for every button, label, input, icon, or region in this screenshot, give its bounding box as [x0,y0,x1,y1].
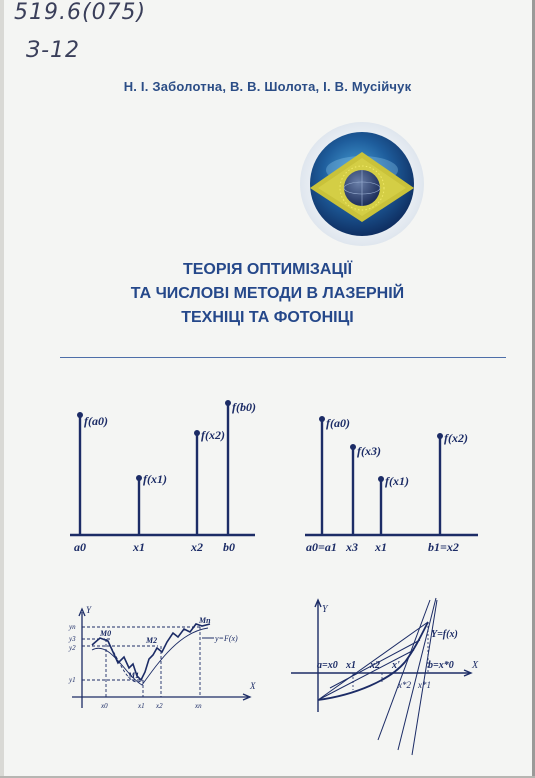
fig4-tick-xprime: x' [392,660,400,671]
fig2-axis-x1: x1 [375,540,387,554]
fig2-label-fa0: f(a0) [326,416,350,430]
fig3-y-tick-y2: y2 [69,644,76,652]
fig3-x-tick-xn: xn [195,702,202,710]
fig2-axis-b1x2: b1=x2 [428,540,459,554]
fig2-axis-a0a1: a0=a1 [306,540,337,554]
fig2-axis-x3: x3 [346,540,358,554]
fig4-y-axis-label: Y [322,604,328,615]
fig2-label-fx1: f(x1) [385,474,409,488]
fig2-label-fx2: f(x2) [444,431,468,445]
fig4-tick-x1: x1 [346,660,356,671]
fig3-point-m2: M2 [146,636,158,645]
fig3-curve-label: y=F(x) [215,634,238,643]
fig3-point-m0: M0 [100,629,112,638]
fig1-axis-x1: x1 [133,540,145,554]
fig3-y-tick-yn: yn [69,623,76,631]
fig1-label-fx2: f(x2) [201,428,225,442]
library-call-number: 519.6(075) [14,0,147,25]
fig4-label-a: a=x0 [317,660,338,671]
title-line: ТЕОРІЯ ОПТИМІЗАЦІЇ [182,261,353,278]
fig1-label-fx1: f(x1) [143,472,167,486]
fig1-axis-b0: b0 [223,540,235,554]
fig4-tick-x2: x2 [370,660,380,671]
fig3-y-axis-label: Y [86,605,92,615]
title-line: ТЕХНІЦІ ТА ФОТОНІЦІ [181,309,354,326]
fig3-x-tick-x1: x1 [138,702,145,710]
fig3-y-tick-y1: y1 [69,676,76,684]
fig4-below-x1: x*1 [418,680,431,690]
fig1-axis-a0: a0 [74,540,86,554]
fig1-label-fb0: f(b0) [232,400,256,414]
fig4-curve-label: Y=f(x) [431,629,458,640]
fig1-axis-x2: x2 [191,540,203,554]
fig3-x-axis-label: X [250,681,256,691]
library-shelf-mark: З-12 [26,38,81,63]
fig3-point-mn: Mn [199,616,211,625]
fig3-point-m1: M1 [128,671,140,680]
fig4-below-x2: x*2 [398,680,411,690]
fig1-label-fa0: f(a0) [84,414,108,428]
fig3-x-tick-x2: x2 [156,702,163,710]
fig3-y-tick-y3: y3 [69,635,76,643]
book-authors: Н. І. Заболотна, В. В. Шолота, І. В. Мусійчук [123,79,412,94]
fig4-label-b: b=x*0 [428,660,454,671]
fig4-x-axis-label: X [472,660,479,671]
fig2-label-fx3: f(x3) [357,444,381,458]
title-line: ТА ЧИСЛОВІ МЕТОДИ В ЛАЗЕРНІЙ [130,285,405,302]
fig3-x-tick-x0: x0 [101,702,108,710]
